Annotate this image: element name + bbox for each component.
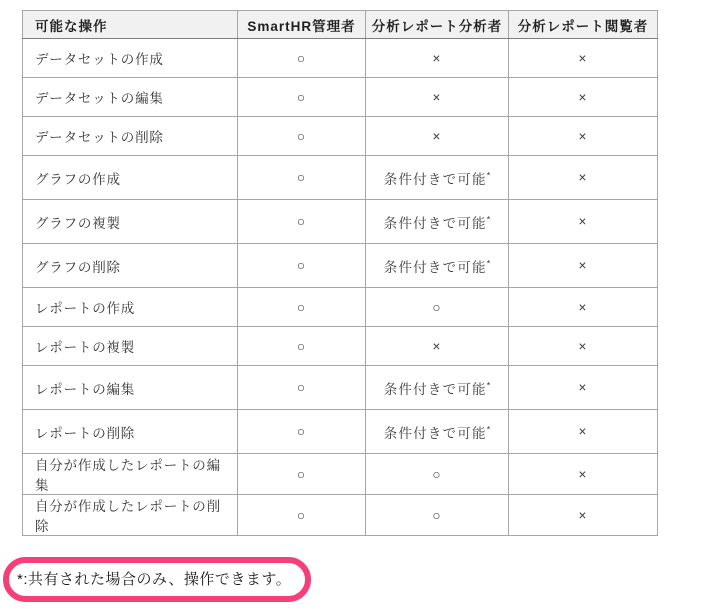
permission-cell-analyst: × — [366, 78, 509, 117]
permission-cell-viewer: × — [509, 410, 658, 454]
permission-cell-admin: ○ — [238, 117, 366, 156]
table-row — [23, 454, 658, 495]
permission-cell-admin: ○ — [238, 78, 366, 117]
header-report-analyst: 分析レポート分析者 — [366, 11, 509, 39]
permission-cell-viewer: × — [509, 288, 658, 327]
footnote-marker-annotation — [3, 557, 311, 602]
conditional-asterisk: * — [486, 170, 491, 180]
permission-cell-viewer: × — [509, 366, 658, 410]
conditional-asterisk: * — [486, 258, 491, 268]
permission-cell-admin: ○ — [238, 454, 366, 495]
permission-cell-analyst: 条件付きで可能* — [366, 200, 509, 244]
table-body — [23, 39, 658, 536]
operation-cell: 自分が作成したレポートの削除 — [23, 495, 238, 536]
footnote-text: *:共有された場合のみ、操作できます。 — [17, 571, 292, 588]
permission-cell-analyst: × — [366, 117, 509, 156]
permission-cell-viewer: × — [509, 200, 658, 244]
permission-cell-admin: ○ — [238, 244, 366, 288]
permission-cell-viewer: × — [509, 156, 658, 200]
permission-cell-analyst: ○ — [366, 454, 509, 495]
permission-cell-admin: ○ — [238, 366, 366, 410]
permission-cell-admin: ○ — [238, 327, 366, 366]
permission-cell-admin: ○ — [238, 495, 366, 536]
permission-cell-analyst: 条件付きで可能* — [366, 244, 509, 288]
table-row — [23, 78, 658, 117]
operation-cell: グラフの作成 — [23, 156, 238, 200]
permission-cell-analyst: × — [366, 39, 509, 78]
operation-cell: レポートの削除 — [23, 410, 238, 454]
permission-cell-viewer: × — [509, 495, 658, 536]
operation-cell: レポートの作成 — [23, 288, 238, 327]
header-smarthr-admin: SmartHR管理者 — [238, 11, 366, 39]
permission-cell-viewer: × — [509, 454, 658, 495]
permission-cell-admin: ○ — [238, 288, 366, 327]
conditional-asterisk: * — [486, 424, 491, 434]
permission-cell-analyst: 条件付きで可能* — [366, 156, 509, 200]
table-header-row — [23, 11, 658, 39]
table-row — [23, 156, 658, 200]
table-row — [23, 410, 658, 454]
permissions-table — [22, 10, 658, 536]
table-row — [23, 288, 658, 327]
conditional-asterisk: * — [486, 214, 491, 224]
table-row — [23, 327, 658, 366]
table-row — [23, 200, 658, 244]
permission-cell-viewer: × — [509, 244, 658, 288]
permission-cell-analyst: ○ — [366, 288, 509, 327]
operation-cell: グラフの削除 — [23, 244, 238, 288]
conditional-asterisk: * — [486, 380, 491, 390]
operation-cell: レポートの編集 — [23, 366, 238, 410]
operation-cell: 自分が作成したレポートの編集 — [23, 454, 238, 495]
table-row — [23, 495, 658, 536]
operation-cell: データセットの削除 — [23, 117, 238, 156]
permission-cell-analyst: ○ — [366, 495, 509, 536]
operation-cell: レポートの複製 — [23, 327, 238, 366]
permission-cell-admin: ○ — [238, 410, 366, 454]
permission-cell-viewer: × — [509, 39, 658, 78]
table-row — [23, 244, 658, 288]
table-row — [23, 39, 658, 78]
permission-cell-admin: ○ — [238, 200, 366, 244]
operation-cell: データセットの作成 — [23, 39, 238, 78]
permission-cell-admin: ○ — [238, 156, 366, 200]
permission-cell-analyst: 条件付きで可能* — [366, 366, 509, 410]
permission-cell-analyst: 条件付きで可能* — [366, 410, 509, 454]
permission-cell-viewer: × — [509, 78, 658, 117]
operation-cell: グラフの複製 — [23, 200, 238, 244]
operation-cell: データセットの編集 — [23, 78, 238, 117]
table-row — [23, 117, 658, 156]
header-report-viewer: 分析レポート閲覧者 — [509, 11, 658, 39]
permission-cell-viewer: × — [509, 117, 658, 156]
table-row — [23, 366, 658, 410]
permission-cell-admin: ○ — [238, 39, 366, 78]
permission-cell-analyst: × — [366, 327, 509, 366]
header-operation: 可能な操作 — [23, 11, 238, 39]
permission-cell-viewer: × — [509, 327, 658, 366]
